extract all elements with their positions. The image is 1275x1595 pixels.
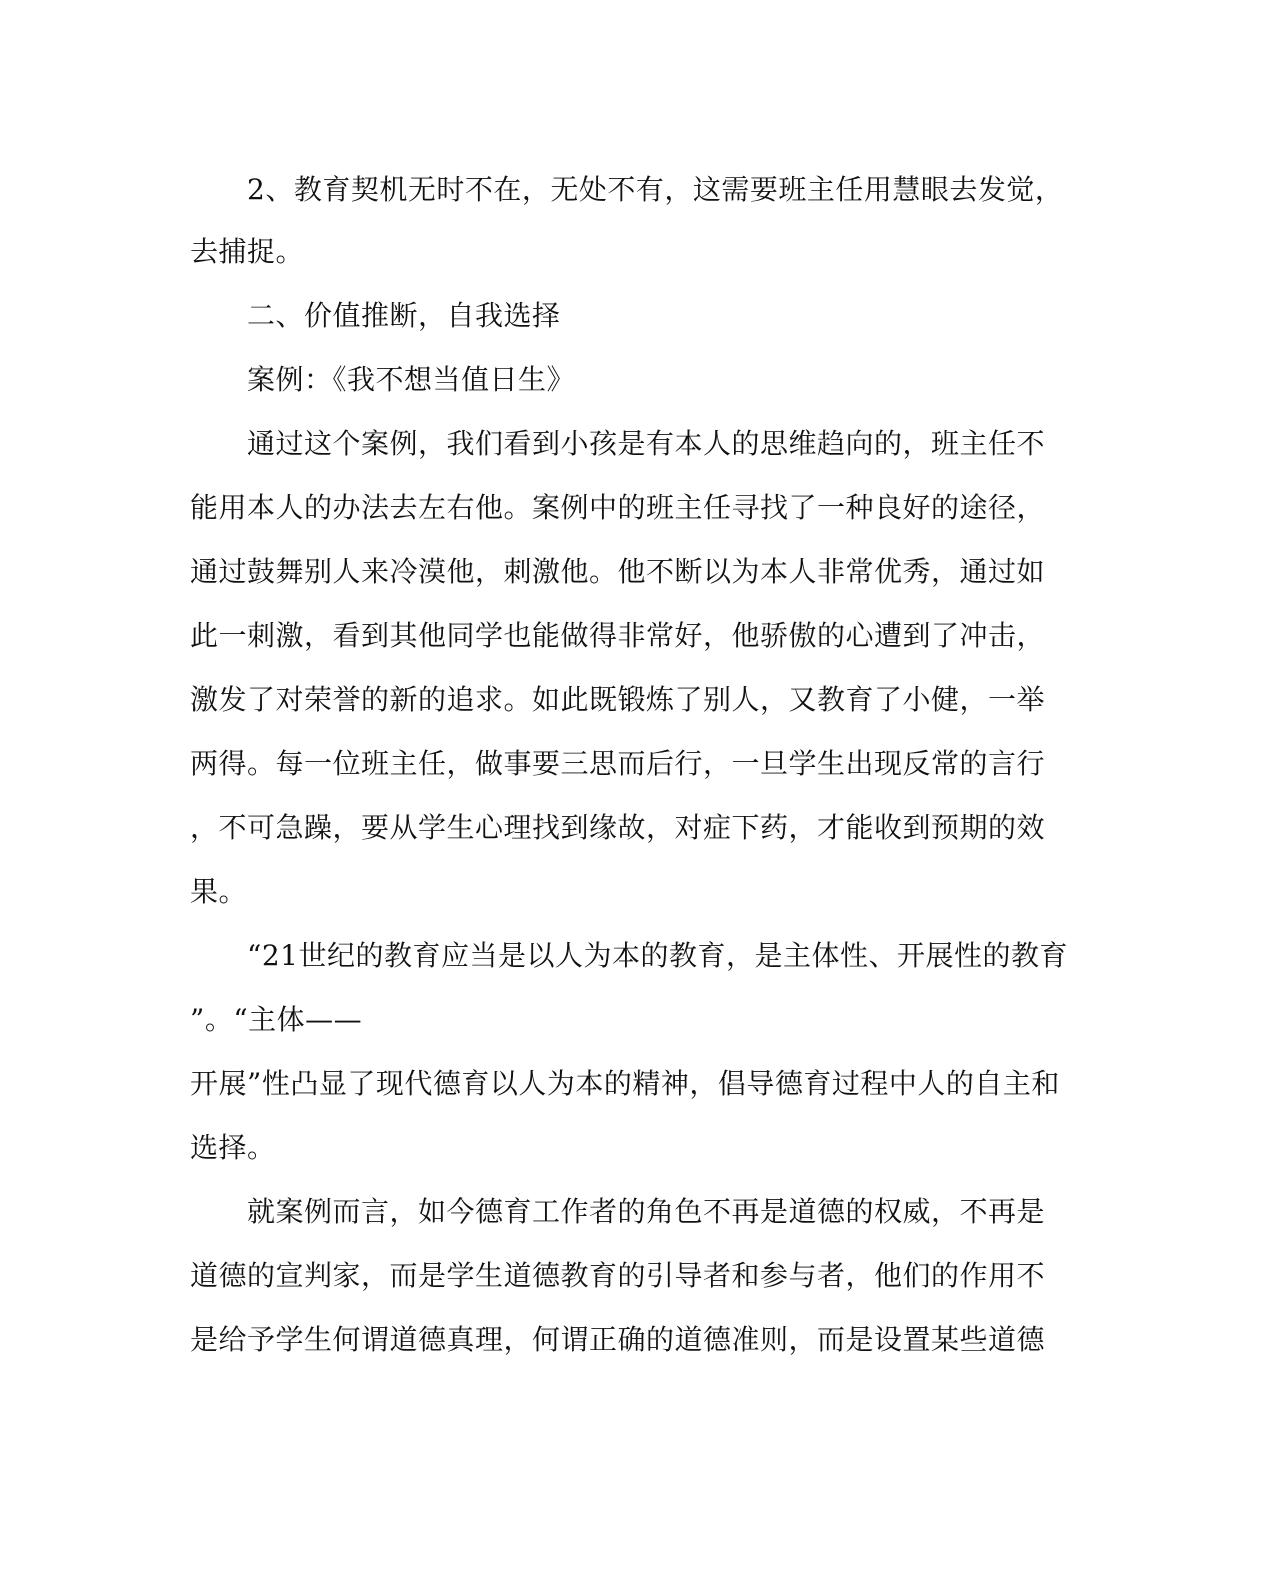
text-line: 道德的宣判家，而是学生道德教育的引导者和参与者，他们的作用不 [190, 1259, 1046, 1292]
case-title: 案例：《我不想当值日生》 [247, 363, 576, 396]
text-line: 通过这个案例，我们看到小孩是有本人的思维趋向的，班主任不 [247, 427, 1046, 460]
text-line: 此一刺激，看到其他同学也能做得非常好，他骄傲的心遭到了冲击， [190, 619, 1046, 652]
text-line: 选择。 [190, 1131, 276, 1164]
text-line: 激发了对荣誉的新的追求。如此既锻炼了别人，又教育了小健，一举 [190, 683, 1046, 716]
text-line: “21世纪的教育应当是以人为本的教育，是主体性、开展性的教育 [247, 939, 1068, 972]
text-line: 去捕捉。 [190, 235, 305, 268]
text-line: 能用本人的办法去左右他。案例中的班主任寻找了一种良好的途径， [190, 491, 1046, 524]
text-line: 就案例而言，如今德育工作者的角色不再是道德的权威，不再是 [247, 1195, 1046, 1228]
text-line: 开展”性凸显了现代德育以人为本的精神，倡导德育过程中人的自主和 [190, 1067, 1060, 1100]
section-heading: 二、价值推断，自我选择 [247, 299, 561, 332]
text-line: 2、教育契机无时不在，无处不有，这需要班主任用慧眼去发觉， [247, 173, 1064, 206]
text-line: 两得。每一位班主任，做事要三思而后行，一旦学生出现反常的言行 [190, 747, 1046, 780]
text-line: ”。“主体—— [190, 1003, 363, 1036]
text-line: ，不可急躁，要从学生心理找到缘故，对症下药，才能收到预期的效 [190, 811, 1046, 844]
text-line: 通过鼓舞别人来冷漠他，刺激他。他不断以为本人非常优秀，通过如 [190, 555, 1046, 588]
text-line: 果。 [190, 875, 248, 908]
text-line: 是给予学生何谓道德真理，何谓正确的道德准则，而是设置某些道德 [190, 1323, 1046, 1356]
